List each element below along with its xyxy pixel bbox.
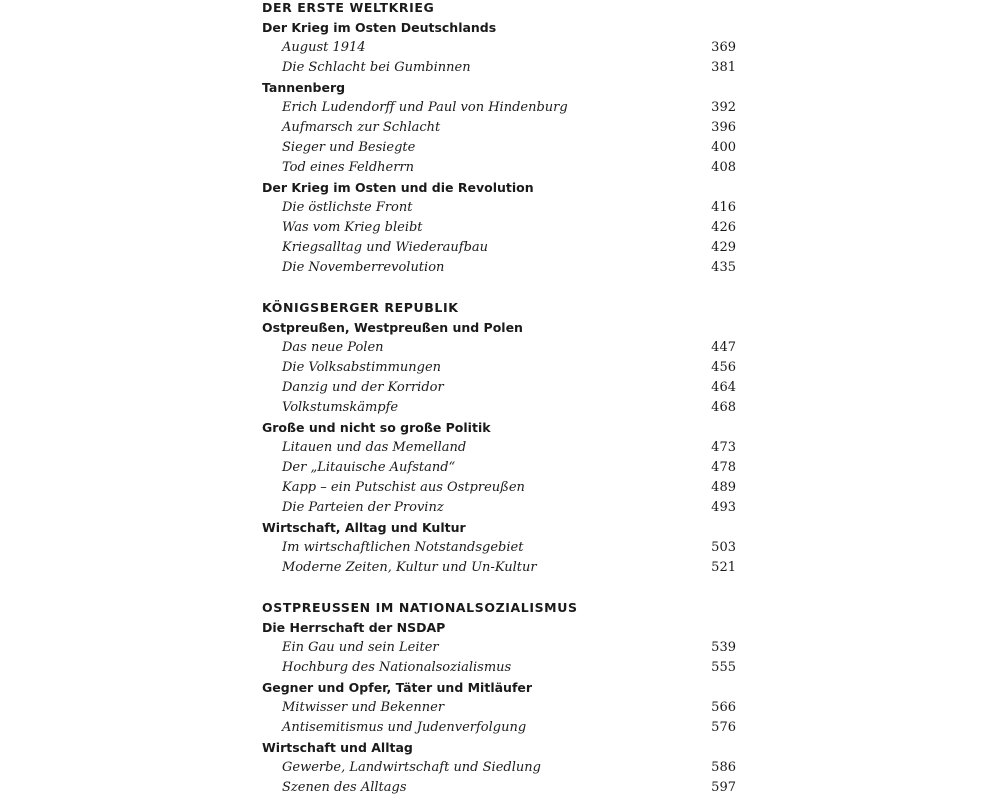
toc-entry-page-number: 576: [711, 720, 736, 735]
part-heading: OSTPREUSSEN IM NATIONALSOZIALISMUS: [262, 600, 578, 615]
part-heading: KÖNIGSBERGER REPUBLIK: [262, 300, 459, 315]
toc-entry: [262, 658, 740, 678]
toc-entry-title: Der „Litauische Aufstand“: [282, 460, 456, 475]
chapter-heading: Ostpreußen, Westpreußen und Polen: [262, 320, 523, 335]
chapter-heading: Der Krieg im Osten und die Revolution: [262, 180, 534, 195]
toc-entry: [262, 438, 740, 458]
toc-entry-title: Volkstumskämpfe: [282, 400, 399, 415]
toc-entry-page-number: 416: [711, 200, 736, 215]
toc-entry-page-number: 464: [711, 380, 736, 395]
toc-entry: [262, 698, 740, 718]
toc-entry-page-number: 521: [711, 560, 736, 575]
toc-entry-title: Antisemitismus und Judenverfolgung: [282, 720, 527, 735]
toc-entry-page-number: 566: [711, 700, 736, 715]
toc-entry-title: Die östlichste Front: [282, 200, 413, 215]
toc-entry-title: Die Schlacht bei Gumbinnen: [282, 60, 471, 75]
toc-entry: [262, 718, 740, 738]
toc-entry-page-number: 597: [711, 780, 736, 795]
part-spacer: [262, 278, 740, 298]
toc-entry-page-number: 493: [711, 500, 736, 515]
toc-entry-page-number: 478: [711, 460, 736, 475]
toc-entry-page-number: 555: [711, 660, 736, 675]
toc-entry-page-number: 426: [711, 220, 736, 235]
toc-entry-title: Die Parteien der Provinz: [282, 500, 444, 515]
toc-entry-page-number: 396: [711, 120, 736, 135]
toc-entry-title: Mitwisser und Bekenner: [282, 700, 445, 715]
toc-entry: [262, 478, 740, 498]
toc-entry-title: Sieger und Besiegte: [282, 140, 416, 155]
toc-entry-title: Die Novemberrevolution: [282, 260, 445, 275]
toc-entry-title: Tod eines Feldherrn: [282, 160, 415, 175]
toc-entry-page-number: 503: [711, 540, 736, 555]
toc-entry: [262, 338, 740, 358]
toc-entry-title: August 1914: [282, 40, 366, 55]
toc-entry-page-number: 586: [711, 760, 736, 775]
toc-entry-title: Szenen des Alltags: [282, 780, 407, 795]
toc-entry: [262, 258, 740, 278]
toc-entry: [262, 58, 740, 78]
toc-entry: [262, 558, 740, 578]
chapter-heading: Der Krieg im Osten Deutschlands: [262, 20, 497, 35]
toc-entry-title: Hochburg des Nationalsozialismus: [282, 660, 512, 675]
toc-entry-title: Moderne Zeiten, Kultur und Un-Kultur: [282, 560, 537, 575]
part-spacer: [262, 578, 740, 598]
toc-entry-page-number: 408: [711, 160, 736, 175]
toc-entry-title: Erich Ludendorff und Paul von Hindenburg: [282, 100, 568, 115]
toc-entry-page-number: 456: [711, 360, 736, 375]
toc-entry-title: Was vom Krieg bleibt: [282, 220, 423, 235]
toc-entry-title: Kapp – ein Putschist aus Ostpreußen: [282, 480, 525, 495]
chapter-heading: Tannenberg: [262, 80, 346, 95]
toc-entry-page-number: 468: [711, 400, 736, 415]
toc-entry: [262, 638, 740, 658]
toc-entry-page-number: 429: [711, 240, 736, 255]
chapter-heading: Wirtschaft, Alltag und Kultur: [262, 520, 466, 535]
toc-entry: [262, 218, 740, 238]
chapter-heading: Große und nicht so große Politik: [262, 420, 491, 435]
toc-entry-title: Im wirtschaftlichen Notstandsgebiet: [282, 540, 524, 555]
toc-entry: [262, 778, 740, 798]
toc-entry-page-number: 400: [711, 140, 736, 155]
toc-entry-page-number: 381: [711, 60, 736, 75]
toc-entry: [262, 398, 740, 418]
toc-entry-title: Kriegsalltag und Wiederaufbau: [282, 240, 489, 255]
toc-entry-page-number: 447: [711, 340, 736, 355]
part-heading: DER ERSTE WELTKRIEG: [262, 0, 435, 15]
toc-entry-page-number: 435: [711, 260, 736, 275]
toc-entry: [262, 538, 740, 558]
toc-entry-title: Ein Gau und sein Leiter: [282, 640, 439, 655]
toc-entry: [262, 758, 740, 778]
table-of-contents: [262, 0, 740, 798]
toc-entry-title: Gewerbe, Landwirtschaft und Siedlung: [282, 760, 541, 775]
toc-entry-page-number: 369: [711, 40, 736, 55]
toc-entry: [262, 158, 740, 178]
toc-entry: [262, 358, 740, 378]
toc-entry: [262, 38, 740, 58]
toc-entry-page-number: 489: [711, 480, 736, 495]
toc-entry: [262, 138, 740, 158]
toc-entry-page-number: 539: [711, 640, 736, 655]
toc-entry-title: Danzig und der Korridor: [282, 380, 444, 395]
toc-entry: [262, 238, 740, 258]
toc-entry: [262, 118, 740, 138]
toc-entry: [262, 98, 740, 118]
toc-entry: [262, 378, 740, 398]
toc-entry-title: Aufmarsch zur Schlacht: [282, 120, 441, 135]
toc-entry-title: Die Volksabstimmungen: [282, 360, 442, 375]
toc-entry: [262, 498, 740, 518]
toc-entry: [262, 458, 740, 478]
toc-entry-title: Litauen und das Memelland: [282, 440, 467, 455]
chapter-heading: Die Herrschaft der NSDAP: [262, 620, 446, 635]
chapter-heading: Wirtschaft und Alltag: [262, 740, 413, 755]
toc-entry: [262, 198, 740, 218]
toc-entry-title: Das neue Polen: [282, 340, 384, 355]
chapter-heading: Gegner und Opfer, Täter und Mitläufer: [262, 680, 533, 695]
toc-entry-page-number: 473: [711, 440, 736, 455]
toc-entry-page-number: 392: [711, 100, 736, 115]
